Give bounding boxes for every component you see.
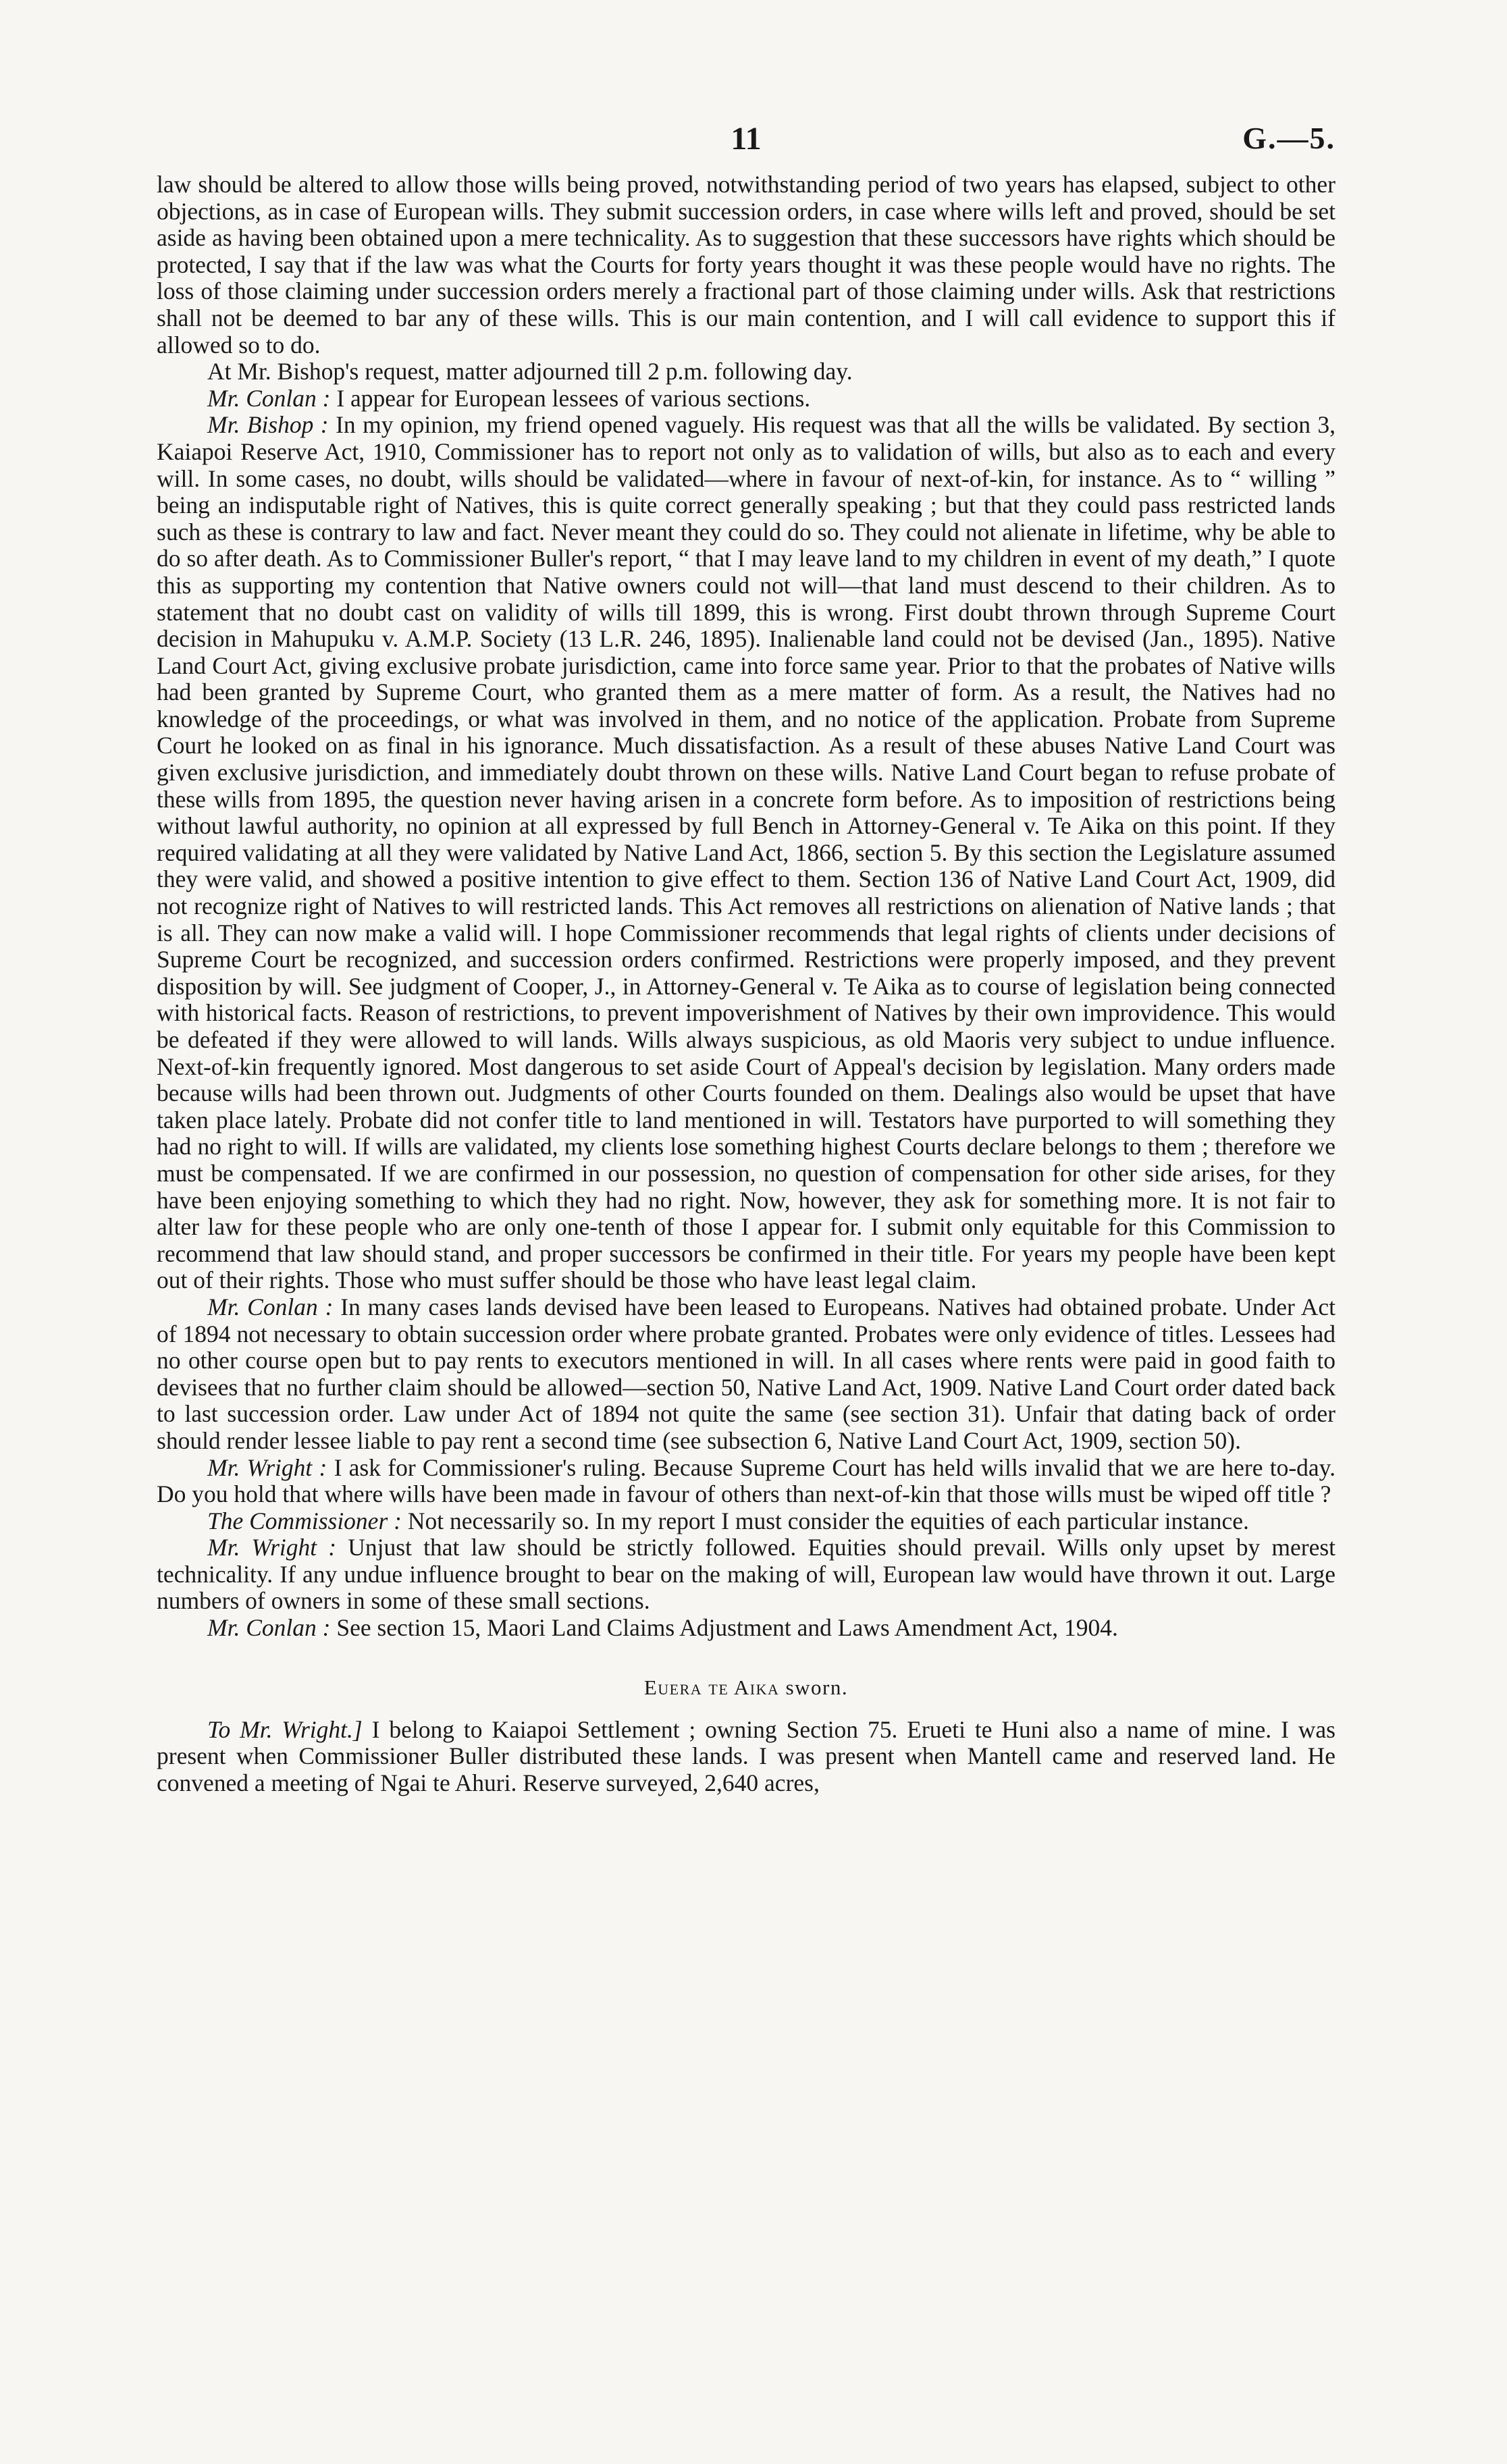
section-heading: Euera te Aika sworn.	[643, 1675, 849, 1699]
speaker-name: Mr. Wright :	[207, 1534, 337, 1561]
speaker-name: Mr. Conlan :	[207, 1614, 331, 1642]
paragraph: Mr. Conlan : In many cases lands devised have been leased to Europeans. Natives had obtained probate. Under Act of 1894 not necessary to obtain succession order where probate granted. Probates were only evidence of titles. Lessees had no other course open but to pay rents to executors mentioned in will. In all cases where rents were paid in good faith to devisees that no further claim should be allowed—section 50, Native Land Act, 1909. Native Land Court order dated back to last succession order. Law under Act of 1894 not quite the same (see section 31). Unfair that dating back of order should render lessee liable to pay rent a second time (see subsection 6, Native Land Court Act, 1909, section 50).	[157, 1293, 1336, 1454]
paragraph: Mr. Conlan : See section 15, Maori Land Claims Adjustment and Laws Amendment Act, 1904.	[207, 1614, 1118, 1642]
speaker-name: To Mr. Wright.]	[207, 1715, 363, 1743]
paragraph: law should be altered to allow those wills being proved, notwithstanding period of two years has elapsed, subject to other objections, as in case of European wills. They submit succession orders, in case where wills left and proved, should be set aside as having been obtained upon a mere technicality. As to suggestion that these successors have rights which should be protected, I say that if the law was what the Courts for forty years thought it was these people would have no rights. The loss of those claiming under succession orders merely a fractional part of those claiming under wills. Ask that restrictions shall not be deemed to bar any of these wills. This is our main contention, and I will call evidence to support this if allowed so to do.	[157, 171, 1336, 358]
page-number: 11	[731, 121, 762, 157]
paragraph: Mr. Wright : I ask for Commissioner's ruling. Because Supreme Court has held wills invalid that we are here to-day. Do you hold that where wills have been made in favour of others than next-of-kin that those wills must be wiped off title ?	[157, 1453, 1336, 1508]
paragraph: Mr. Bishop : In my opinion, my friend opened vaguely. His request was that all the wills be validated. By section 3, Kaiapoi Reserve Act, 1910, Commissioner has to report not only as to validation of wills, but also as to each and every will. In some cases, no doubt, wills should be validated—where in favour of next-of-kin, for instance. As to “ willing ” being an indisputable right of Natives, this is quite correct generally speaking ; but that they could pass restricted lands such as these is contrary to law and fact. Never meant they could do so. They could not alienate in lifetime, why be able to do so after death. As to Commissioner Buller's report, “ that I may leave land to my children in event of my death,” I quote this as supporting my contention that Native owners could not will—that land must descend to their children. As to statement that no doubt cast on validity of wills till 1899, this is wrong. First doubt thrown through Supreme Court decision in Mahupuku v. A.M.P. Society (13 L.R. 246, 1895). Inalienable land could not be devised (Jan., 1895). Native Land Court Act, giving exclusive probate jurisdiction, came into force same year. Prior to that the probates of Native wills had been granted by Supreme Court, who granted them as a mere matter of form. As a result, the Natives had no knowledge of the proceedings, or what was involved in them, and no notice of the application. Probate from Supreme Court he looked on as final in his ignorance. Much dissatisfaction. As a result of these abuses Native Land Court was given exclusive jurisdiction, and immediately doubt thrown on these wills. Native Land Court began to refuse probate of these wills from 1895, the question never having arisen in a concrete form before. As to imposition of restrictions being without lawful authority, no opinion at all expressed by full Bench in Attorney-General v. Te Aika on this point. If they required validating at all they were validated by Native Land Act, 1866, section 5. By this section the Legislature assumed they were valid, and showed a positive intention to give effect to them. Section 136 of Native Land Court Act, 1909, did not recognize right of Natives to will restricted lands. This Act removes all restrictions on alienation of Native lands ; that is all. They can now make a valid will. I hope Commissioner recommends that legal rights of clients under decisions of Supreme Court be recognized, and succession orders confirmed. Restrictions were properly imposed, and they prevent disposition by will. See judgment of Cooper, J., in Attorney-General v. Te Aika as to course of legislation being connected with historical facts. Reason of restrictions, to prevent impoverishment of Natives by their own improvidence. This would be defeated if they were allowed to will lands. Wills always suspicious, as old Maoris very subject to undue influence. Next-of-kin frequently ignored. Most dangerous to set aside Court of Appeal's decision by legislation. Many orders made because wills had been thrown out. Judgments of other Courts founded on them. Dealings also would be upset that have taken place lately. Probate did not confer title to land mentioned in will. Testators have purported to will something they had no right to will. If wills are validated, my clients lose something highest Courts declare belongs to them ; therefore we must be compensated. If we are confirmed in our possession, no question of compensation for other side arises, for they have been enjoying something to which they had no right. Now, however, they ask for something more. It is not fair to alter law for these people who are only one-tenth of those I appear for. I submit only equitable for this Commission to recommend that law should stand, and proper successors be confirmed in their title. For years my people have been kept out of their rights. Those who must suffer should be those who have least legal claim.	[157, 411, 1336, 1294]
speaker-name: Mr. Conlan :	[207, 1293, 334, 1320]
speaker-name: Mr. Bishop :	[207, 411, 329, 439]
paragraph: At Mr. Bishop's request, matter adjourned till 2 p.m. following day.	[207, 358, 853, 385]
speaker-name: The Commissioner :	[207, 1507, 402, 1534]
paragraph: The Commissioner : Not necessarily so. In my report I must consider the equities of each particular instance.	[207, 1507, 1249, 1534]
witness-name: Euera te Aika	[643, 1675, 780, 1699]
speaker-name: Mr. Wright :	[207, 1453, 327, 1481]
speaker-name: Mr. Conlan :	[207, 384, 331, 412]
testimony-paragraph: To Mr. Wright.] I belong to Kaiapoi Settlement ; owning Section 75. Erueti te Huni also a name of mine. I was present when Commissioner Buller distributed these lands. I was present when Mantell came and reserved land. He convened a meeting of Ngai te Ahuri. Reserve surveyed, 2,640 acres,	[157, 1715, 1336, 1796]
document-code: G.—5.	[1242, 121, 1336, 155]
paragraph: Mr. Wright : Unjust that law should be strictly followed. Equities should prevail. Wills only upset by merest technicality. If any undue influence brought to bear on the making of will, European law would have thrown it out. Large numbers of owners in some of these small sections.	[157, 1534, 1336, 1615]
paragraph: Mr. Conlan : I appear for European lessees of various sections.	[207, 384, 811, 412]
page-header	[157, 120, 1336, 161]
body-text	[157, 171, 1336, 1796]
